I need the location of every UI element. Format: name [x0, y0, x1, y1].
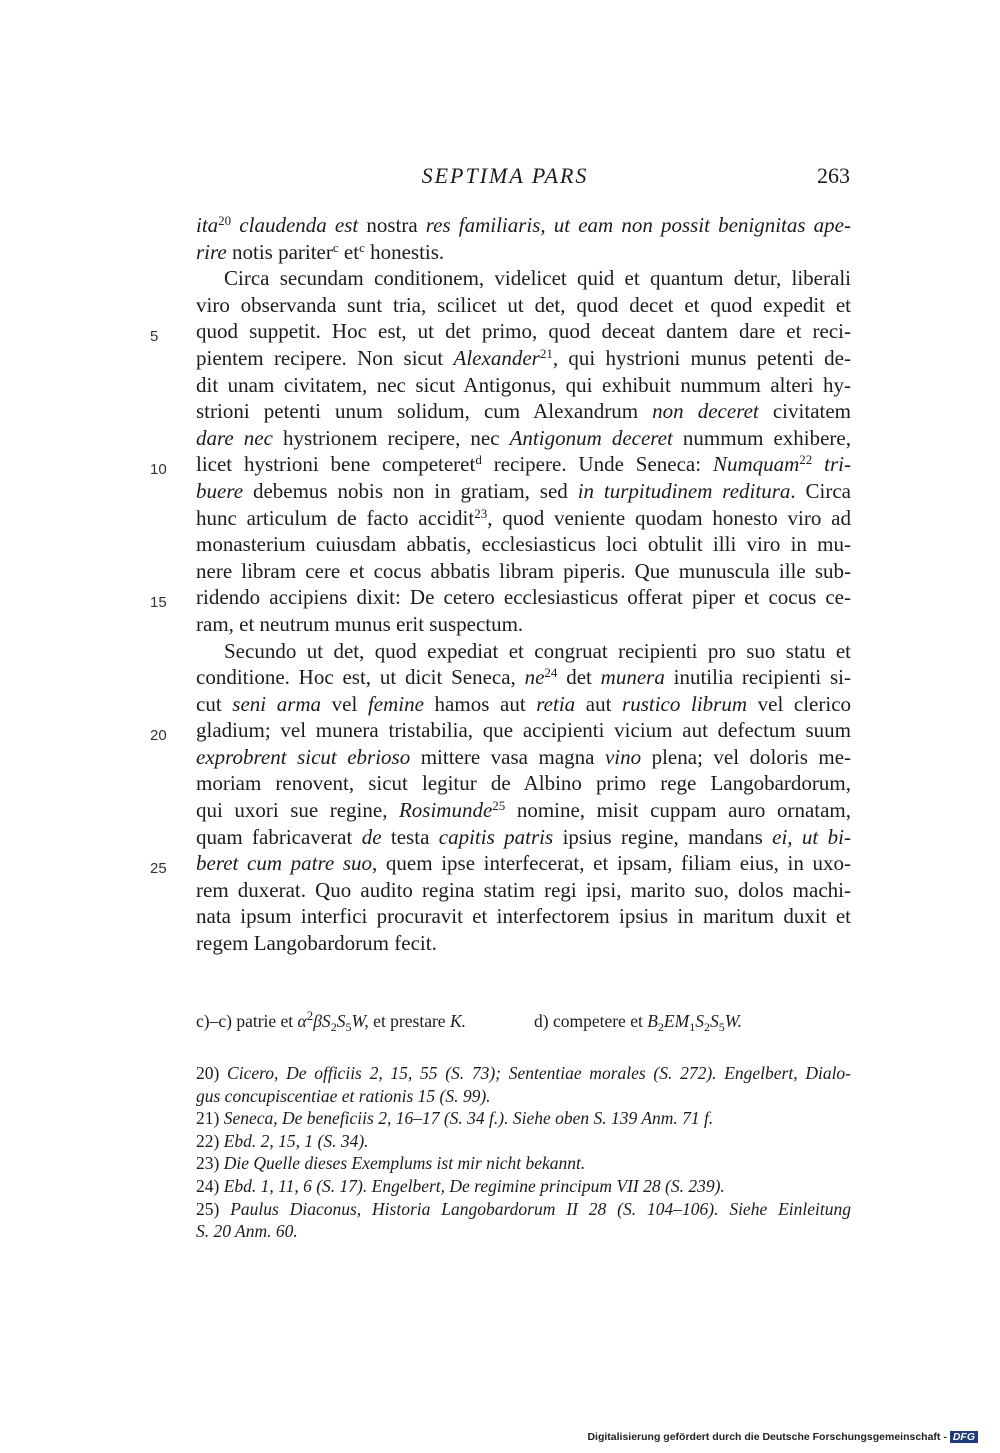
funding-credit: Digitalisierung gefördert durch die Deutsche Forschungsgemeinschaft - DFG: [587, 1431, 978, 1443]
text-line: rem duxerat. Quo audito regina statim regi ipsi, marito suo, dolos machi-: [196, 877, 851, 902]
text-line: quam fabricaverat de testa capitis patris ipsius regine, mandans ei, ut bi-: [196, 824, 851, 849]
footnote-24: 24) Ebd. 1, 11, 6 (S. 17). Engelbert, De regimine principum VII 28 (S. 239).: [196, 1175, 725, 1196]
text-line: gladium; vel munera tristabilia, que accipienti vicium aut defectum suum: [196, 718, 851, 743]
text-line: beret cum patre suo, quem ipse interfecerat, et ipsam, filiam eius, in uxo-: [196, 851, 851, 876]
main-text: [196, 212, 851, 957]
running-head: SEPTIMA PARS: [421, 163, 589, 188]
text-line: strioni petenti unum solidum, cum Alexandrum non deceret civitatem: [196, 399, 851, 424]
line-number-5: 5: [150, 328, 159, 345]
text-line: ita$^{20}$ claudenda est nostra res familiaris, ut eam non possit benignitas ape-: [196, 213, 851, 237]
footnote-25-cont: S. 20 Anm. 60.: [196, 1221, 298, 1242]
text-line: Circa secundam conditionem, videlicet quid et quantum detur, liberali: [224, 266, 851, 291]
line-number-15: 15: [150, 594, 167, 611]
line-number-20: 20: [150, 727, 167, 744]
text-line: buere debemus nobis non in gratiam, sed in turpitudinem reditura. Circa: [196, 478, 851, 503]
text-line: dit unam civitatem, nec sicut Antigonus, qui exhibuit nummum alteri hy-: [196, 372, 851, 397]
text-line: regem Langobardorum fecit.: [196, 931, 437, 956]
text-line: rire notis pariter$^c$ $et^c$ honestis.: [196, 239, 445, 264]
text-line: dare nec hystrionem recipere, nec Antigonum deceret nummum exhibere,: [196, 425, 851, 450]
line-number-25: 25: [150, 860, 167, 877]
text-line: quod suppetit. Hoc est, ut det primo, quod deceat dantem dare et reci-: [196, 319, 851, 344]
footnotes: [196, 1062, 851, 1243]
text-line: Secundo ut det, quod expediat et congruat recipienti pro suo statu et: [224, 638, 851, 663]
footnote-21: 21) Seneca, De beneficiis 2, 16–17 (S. 34 f.). Siehe oben S. 139 Anm. 71 f.: [196, 1108, 714, 1129]
dfg-logo: DFG: [950, 1431, 978, 1443]
text-line: cut seni arma vel femine hamos aut retia aut rustico librum vel clerico: [196, 691, 852, 716]
text-line: hunc articulum de facto accidit$^{23}$, quod veniente quodam honesto viro ad: [196, 505, 851, 530]
text-line: exprobrent sicut ebrioso mittere vasa magna vino plena; vel doloris me-: [196, 744, 852, 769]
footnote-23: 23) Die Quelle dieses Exemplums ist mir nicht bekannt.: [196, 1153, 586, 1174]
critical-apparatus: [196, 1008, 851, 1034]
text-line: monasterium cuiusdam abbatis, ecclesiasticus loci obtulit illi viro in mu-: [196, 532, 851, 557]
apparatus-c: c)–c) patrie et $\alpha^2\beta S_2S_5W$, et prestare K.: [196, 1008, 466, 1034]
page-number: 263: [817, 163, 850, 188]
footnote-20-cont: gus concupiscentiae et rationis 15 (S. 99).: [196, 1085, 491, 1106]
text-line: nere libram cere et cocus abbatis libram piperis. Que munuscula ille sub-: [196, 558, 851, 583]
footnote-22: 22) Ebd. 2, 15, 1 (S. 34).: [196, 1130, 369, 1151]
text-line: ridendo accipiens dixit: De cetero ecclesiasticus offerat piper et cocus ce-: [196, 585, 851, 610]
footnote-25: 25) Paulus Diaconus, Historia Langobardorum II 28 (S. 104–106). Siehe Einleitung: [196, 1198, 851, 1219]
text-line: moriam renovent, sicut legitur de Albino primo rege Langobardorum,: [196, 771, 851, 796]
text-line: licet hystrioni bene competeret$^d$ recipere. Unde Seneca: Numquam$^{22}$ tri-: [196, 452, 851, 477]
apparatus-d: d) competere et $B_2EM_1S_2S_5W$.: [534, 1011, 743, 1034]
text-line: ram, et neutrum munus erit suspectum.: [196, 611, 524, 636]
text-line: nata ipsum interfici procuravit et interfectorem ipsius in maritum duxit et: [196, 904, 851, 929]
text-line: qui uxori sue regine, Rosimunde$^{25}$ nomine, misit cuppam auro ornatam,: [196, 798, 852, 823]
text-line: conditione. Hoc est, ut dicit Seneca, $ne^{24}$ det munera inutilia recipienti si-: [196, 665, 851, 690]
text-line: viro observanda sunt tria, scilicet ut det, quod decet et quod expedit et: [196, 292, 851, 317]
footnote-20: 20) Cicero, De officiis 2, 15, 55 (S. 73); Sententiae morales (S. 272). Engelbert, Dialo-: [196, 1063, 852, 1083]
text-line: pientem recipere. Non sicut Alexander$^{21}$, qui hystrioni munus petenti de-: [196, 345, 851, 370]
line-number-10: 10: [150, 461, 167, 478]
